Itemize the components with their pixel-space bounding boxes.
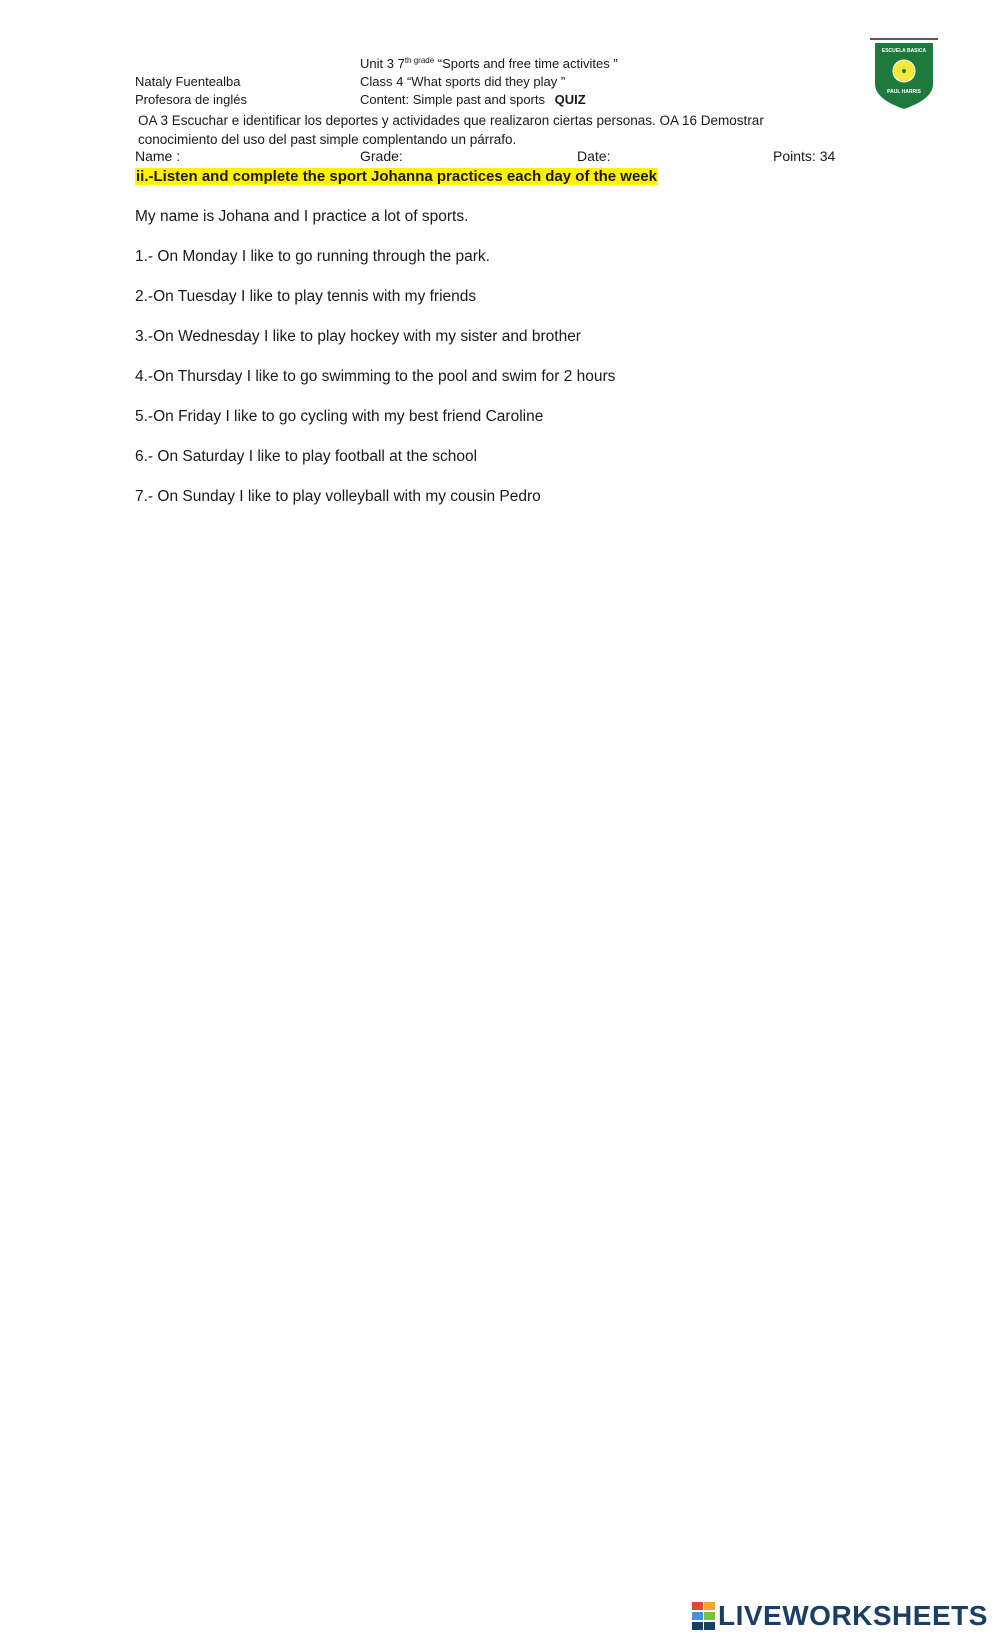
school-logo bbox=[870, 38, 938, 112]
exercise-item-3: 3.-On Wednesday I like to play hockey with my sister and brother bbox=[135, 328, 581, 345]
unit-line bbox=[360, 56, 618, 71]
exercise-instruction bbox=[135, 168, 658, 186]
content-text: Content: Simple past and sports bbox=[360, 92, 545, 107]
liveworksheets-wordmark: LIVEWORKSHEETS bbox=[718, 1600, 988, 1631]
exercise-item-7: 7.- On Sunday I like to play volleyball with my cousin Pedro bbox=[135, 488, 541, 505]
exercise-intro: My name is Johana and I practice a lot of sports. bbox=[135, 208, 469, 225]
name-label: Name : bbox=[135, 148, 181, 164]
quiz-label: QUIZ bbox=[554, 92, 586, 107]
logo-bottom-text: PAUL HARRIS bbox=[887, 89, 921, 95]
content-line bbox=[360, 92, 586, 107]
exercise-item-4: 4.-On Thursday I like to go swimming to the pool and swim for 2 hours bbox=[135, 368, 616, 385]
grade-label: Grade: bbox=[360, 148, 403, 164]
unit-superscript: th grade bbox=[404, 56, 435, 65]
exercise-item-2: 2.-On Tuesday I like to play tennis with my friends bbox=[135, 288, 477, 305]
class-line: Class 4 “What sports did they play ” bbox=[360, 74, 566, 89]
unit-prefix: Unit 3 7 bbox=[360, 56, 405, 71]
date-label: Date: bbox=[577, 148, 611, 164]
exercise-item-6: 6.- On Saturday I like to play football at the school bbox=[135, 448, 478, 465]
learning-objective: OA 3 Escuchar e identificar los deportes y actividades que realizaron ciertas personas. OA 16 Demostrar conocimiento del uso del past simple complentando un párrafo. bbox=[138, 113, 764, 147]
teacher-role: Profesora de inglés bbox=[135, 92, 248, 107]
unit-title: “Sports and free time activites ” bbox=[434, 56, 618, 71]
logo-top-text: ESCUELA BASICA bbox=[881, 48, 927, 54]
instruction-highlight: ii.-Listen and complete the sport Johanna practices each day of the week bbox=[136, 168, 657, 185]
teacher-name: Nataly Fuentealba bbox=[135, 74, 241, 89]
exercise-item-1: 1.- On Monday I like to go running through the park. bbox=[135, 248, 490, 265]
exercise-item-5: 5.-On Friday I like to go cycling with my best friend Caroline bbox=[135, 408, 544, 425]
school-shield-icon bbox=[870, 38, 938, 112]
points-label: Points: 34 bbox=[773, 148, 836, 164]
liveworksheets-logo[interactable] bbox=[692, 1600, 988, 1632]
liveworksheets-mark-icon bbox=[692, 1602, 716, 1630]
